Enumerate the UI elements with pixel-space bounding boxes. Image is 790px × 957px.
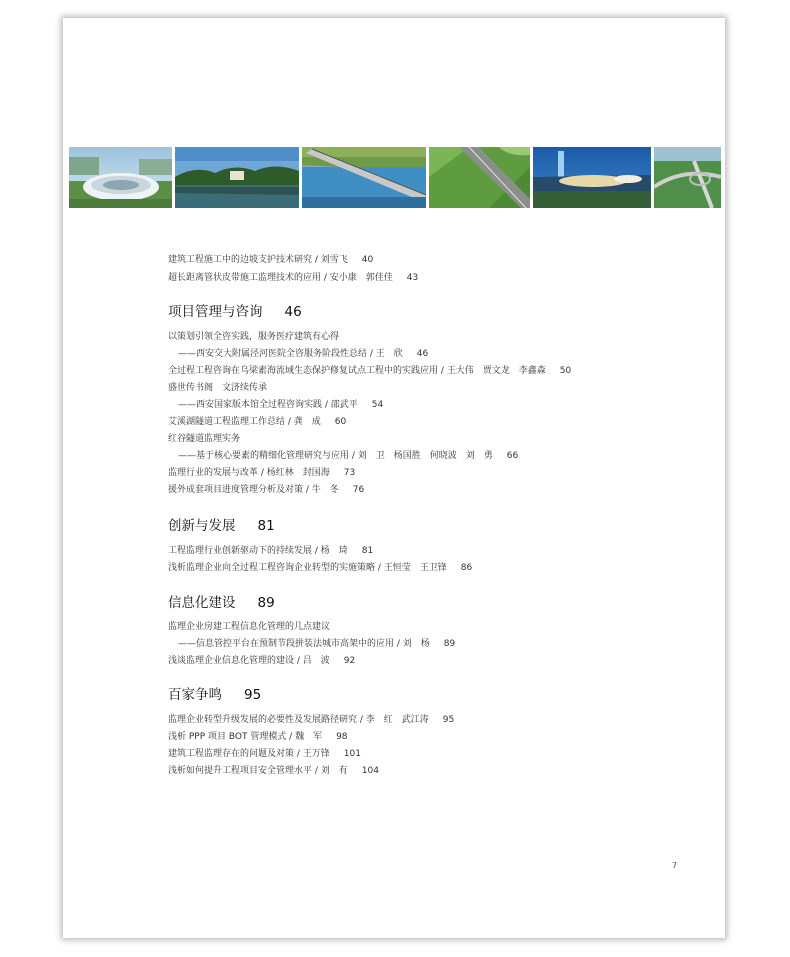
city-night-photo [533,147,651,208]
toc-item[interactable]: 浅析如何提升工程项目安全管理水平 / 刘 有 104 [168,766,379,776]
toc-subitem[interactable]: ——西安交大附属泾河医院全咨服务阶段性总结 / 王 欣 46 [178,349,429,359]
toc-item[interactable]: 浅析 PPP 项目 BOT 管理模式 / 魏 军 98 [168,732,348,742]
toc-item[interactable]: 援外成套项目进度管理分析及对策 / 牛 冬 76 [168,485,365,495]
stadium-photo [69,147,172,208]
toc-item[interactable]: 建筑工程监理存在的问题及对策 / 王万锋 101 [168,749,361,759]
toc-subitem[interactable]: ——信息管控平台在预制节段拼装法城市高架中的应用 / 刘 杨 89 [178,639,456,649]
toc-item[interactable]: 建筑工程施工中的边坡支护技术研究 / 刘雪飞 40 [168,255,374,265]
toc-item[interactable]: 盛世传书阁 文济续传承 [168,383,268,393]
section-heading: 百家争鸣 95 [168,687,262,703]
toc-subitem[interactable]: ——西安国家版本馆全过程咨询实践 / 邵武平 54 [178,400,384,410]
magazine-page [63,18,725,938]
section-heading: 创新与发展 81 [168,518,275,534]
toc-item[interactable]: 全过程工程咨询在乌梁素海流域生态保护修复试点工程中的实践应用 / 王大伟 贾文龙 李鑫森 50 [168,366,572,376]
section-heading: 信息化建设 89 [168,595,275,611]
toc-item[interactable]: 超长距离管状皮带施工监理技术的应用 / 安小康 郭佳佳 43 [168,273,419,283]
toc-item[interactable]: 监理企业转型升级发展的必要性及发展路径研究 / 李 红 武江涛 95 [168,715,455,725]
interchange-photo [654,147,721,208]
toc-item[interactable]: 红谷隧道监理实务 [168,434,241,444]
toc-item[interactable]: 浅析监理企业向全过程工程咨询企业转型的实施策略 / 王恒莹 王卫锋 86 [168,563,473,573]
toc-item[interactable]: 监理行业的发展与改革 / 杨红林 封国海 73 [168,468,356,478]
toc-item[interactable]: 监理企业房建工程信息化管理的几点建议 [168,622,331,632]
section-heading: 项目管理与咨询 46 [168,304,302,320]
lake-park-photo [175,147,299,208]
highway-photo [429,147,530,208]
toc-item[interactable]: 工程监理行业创新驱动下的持续发展 / 杨 琦 81 [168,546,374,556]
photo-strip [69,147,721,208]
river-bridge-photo [302,147,426,208]
toc-item[interactable]: 浅谈监理企业信息化管理的建设 / 吕 波 92 [168,656,356,666]
toc-subitem[interactable]: ——基于核心要素的精细化管理研究与应用 / 刘 卫 杨国胜 何晓波 刘 勇 66 [178,451,519,461]
page-number: 7 [672,861,678,870]
toc-item[interactable]: 艾溪湖隧道工程监理工作总结 / 龚 成 60 [168,417,347,427]
toc-item[interactable]: 以策划引领全咨实践，服务医疗建筑有心得 [168,332,340,342]
